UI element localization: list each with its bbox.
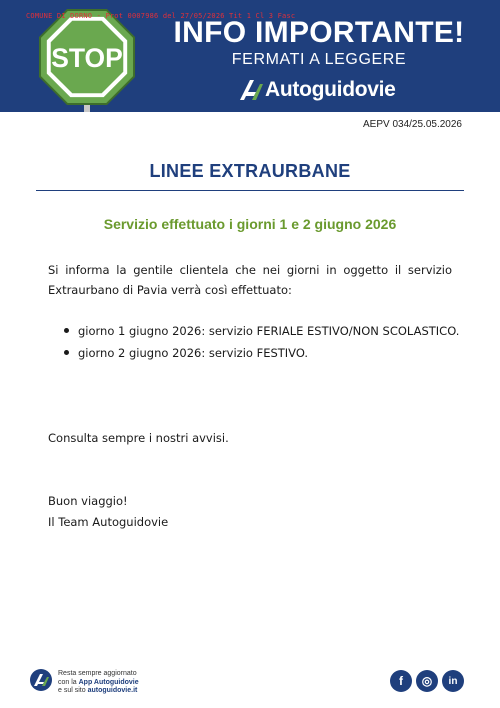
instagram-icon[interactable]: ◎ — [416, 670, 438, 692]
service-list — [64, 320, 459, 364]
header-banner — [0, 0, 500, 112]
stop-text: STOP — [51, 42, 123, 73]
brand-name: Autoguidovie — [265, 78, 396, 101]
banner-subtitle: FERMATI A LEGGERE — [231, 51, 407, 68]
list-item: giorno 2 giugno 2026: servizio FESTIVO. — [64, 342, 459, 364]
footer-line: e sul sito autoguidovie.it — [58, 687, 138, 694]
linkedin-icon[interactable]: in — [442, 670, 464, 692]
title-divider — [36, 190, 464, 191]
intro-paragraph: Si informa la gentile clientela che nei giorni in oggetto il servizio Extraurbano di Pavia verrà così effettuato: — [48, 263, 452, 297]
advice-note: Consulta sempre i nostri avvisi. — [48, 431, 229, 445]
document-title: LINEE EXTRAURBANE — [149, 161, 351, 181]
document-code: AEPV 034/25.05.2026 — [363, 119, 462, 130]
footer-line: con la App Autoguidovie — [58, 678, 139, 686]
footer-line: Resta sempre aggiornato — [58, 670, 137, 677]
banner-title: INFO IMPORTANTE! — [173, 16, 465, 49]
website-link[interactable]: autoguidovie.it — [87, 687, 138, 694]
app-link[interactable]: App Autoguidovie — [78, 678, 139, 686]
signature: Il Team Autoguidovie — [48, 515, 169, 529]
stop-sign-icon — [38, 8, 136, 106]
footer-text — [58, 670, 139, 696]
app-logo-icon[interactable] — [30, 669, 52, 691]
document-subtitle: Servizio effettuato i giorni 1 e 2 giugno 2026 — [103, 216, 397, 232]
closing-greeting: Buon viaggio! — [48, 494, 128, 508]
list-item: giorno 1 giugno 2026: servizio FERIALE ESTIVO/NON SCOLASTICO. — [64, 320, 459, 342]
protocol-stamp: COMUNE DI DORNO - Prot 0007986 del 27/05/2026 Tit 1 Cl 3 Fasc — [26, 12, 296, 20]
autoguidovie-mark-icon — [238, 78, 264, 102]
brand-logo — [238, 76, 396, 104]
facebook-icon[interactable]: f — [390, 670, 412, 692]
